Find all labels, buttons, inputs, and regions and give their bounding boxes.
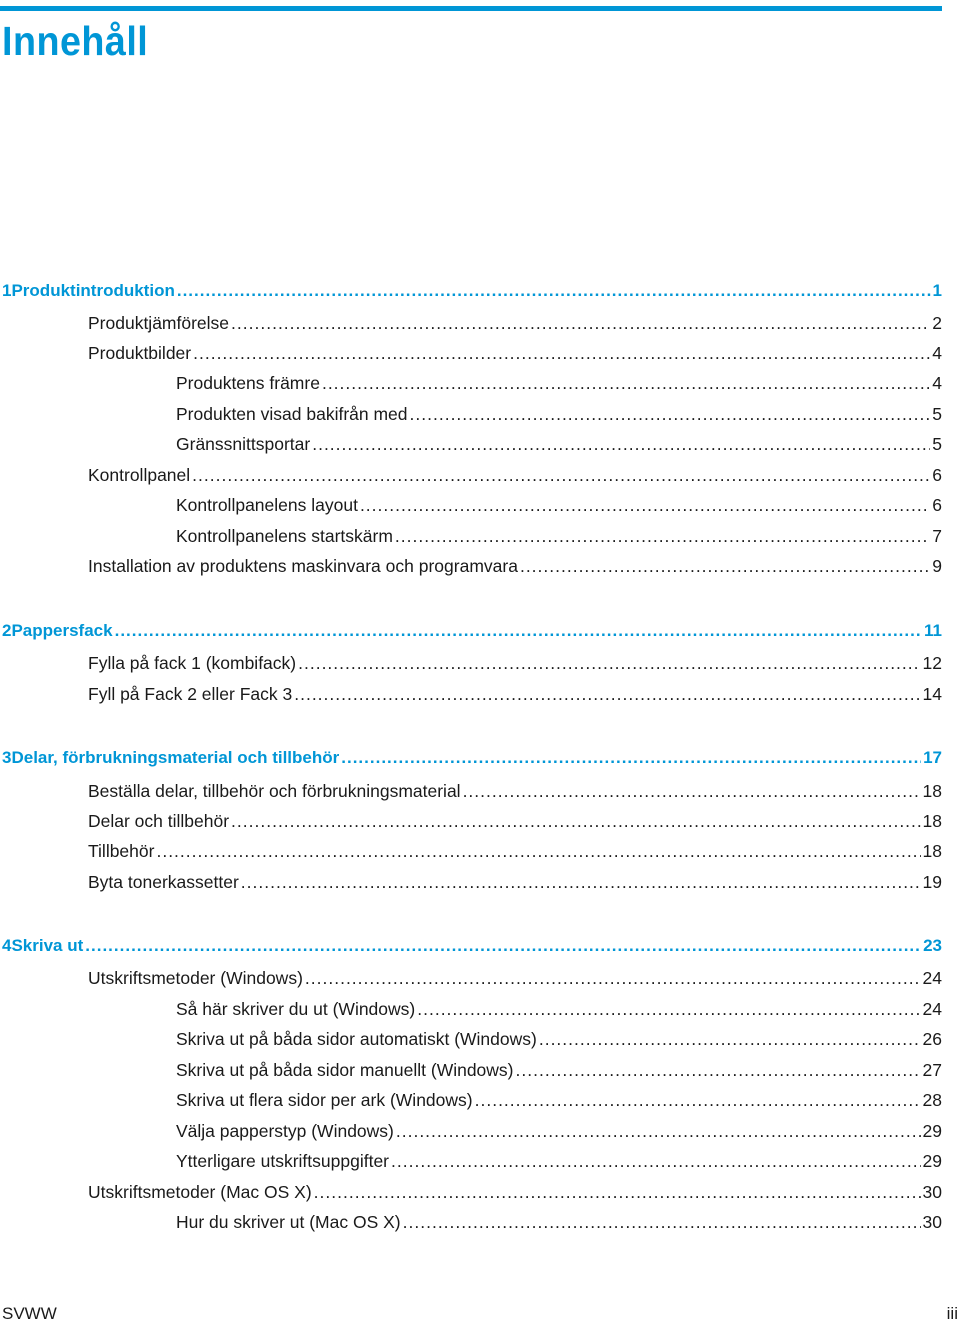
toc-dot-leader xyxy=(177,281,931,301)
toc-dot-leader xyxy=(360,495,930,516)
toc-chapter-number: 1 xyxy=(2,281,12,300)
toc-page-number: 5 xyxy=(932,434,942,454)
toc-entry-label: Skriva ut flera sidor per ark (Windows) xyxy=(176,1090,473,1110)
toc-page-number: 29 xyxy=(922,1151,942,1171)
toc-dot-leader xyxy=(395,526,930,547)
toc-entry[interactable] xyxy=(176,1212,942,1236)
toc-entry-label: Pappersfack xyxy=(11,621,113,640)
toc-page-number: 6 xyxy=(932,495,942,515)
toc-entry[interactable] xyxy=(88,968,942,992)
page-title: Innehåll xyxy=(2,18,149,64)
toc-entry-label: Skriva ut på båda sidor manuellt (Windows) xyxy=(176,1060,514,1080)
toc-entry-label: Byta tonerkassetter xyxy=(88,872,239,892)
toc-dot-leader xyxy=(516,1060,921,1081)
toc-dot-leader xyxy=(403,1212,921,1233)
toc-entry[interactable] xyxy=(88,653,942,677)
footer-doc-code: SVWW xyxy=(2,1304,57,1323)
toc-entry[interactable] xyxy=(176,1121,942,1145)
toc-entry[interactable] xyxy=(88,872,942,896)
toc-page-number: 28 xyxy=(922,1090,942,1110)
toc-entry[interactable] xyxy=(176,373,942,397)
toc-entry[interactable] xyxy=(176,1151,942,1175)
toc-dot-leader xyxy=(410,404,931,425)
toc-chapter-number: 4 xyxy=(2,936,12,955)
toc-page-number: 18 xyxy=(922,841,942,861)
toc-dot-leader xyxy=(241,872,921,893)
toc-entry-label: Beställa delar, tillbehör och förbrukningsmaterial xyxy=(88,781,461,801)
toc-page-number: 24 xyxy=(922,999,942,1019)
top-rule xyxy=(0,6,942,11)
toc-entry[interactable] xyxy=(88,841,942,865)
toc-entry-label: Delar, förbrukningsmaterial och tillbehör xyxy=(11,748,340,767)
toc-dot-leader xyxy=(115,621,922,641)
toc-page-number: 19 xyxy=(922,872,942,892)
toc-dot-leader xyxy=(231,811,920,832)
toc-entry-label: Ytterligare utskriftsuppgifter xyxy=(176,1151,390,1171)
toc-entry[interactable] xyxy=(176,434,942,458)
toc-page-number: 30 xyxy=(922,1212,942,1232)
toc-entry-label: Kontrollpanel xyxy=(88,465,191,485)
toc-dot-leader xyxy=(294,684,920,705)
toc-page-number: 4 xyxy=(932,373,942,393)
toc-entry-label: Produktbilder xyxy=(88,343,192,363)
toc-entry-label: Välja papperstyp (Windows) xyxy=(176,1121,394,1141)
toc-dot-leader xyxy=(539,1029,921,1050)
toc-entry[interactable] xyxy=(176,1090,942,1114)
toc-entry-label: Utskriftsmetoder (Windows) xyxy=(88,968,303,988)
toc-page-number: 1 xyxy=(932,281,942,300)
toc-page-number: 11 xyxy=(924,621,942,640)
toc-page-number: 5 xyxy=(932,404,942,424)
toc-entry-label: Installation av produktens maskinvara och programvara xyxy=(88,556,518,576)
toc-page-number: 9 xyxy=(932,556,942,576)
toc-entry-label: Utskriftsmetoder (Mac OS X) xyxy=(88,1182,312,1202)
toc-entry[interactable] xyxy=(176,404,942,428)
toc-chapter-number: 2 xyxy=(2,621,12,640)
toc-chapter-entry[interactable] xyxy=(2,281,942,305)
toc-page-number: 27 xyxy=(922,1060,942,1080)
toc-dot-leader xyxy=(314,1182,921,1203)
toc-page-number: 24 xyxy=(922,968,942,988)
toc-page-number: 7 xyxy=(932,526,942,546)
toc-chapter-entry[interactable] xyxy=(2,748,942,772)
toc-page-number: 18 xyxy=(922,781,942,801)
toc-entry-label: Fylla på fack 1 (kombifack) xyxy=(88,653,297,673)
toc-dot-leader xyxy=(85,936,921,956)
toc-entry[interactable] xyxy=(176,495,942,519)
toc-entry[interactable] xyxy=(176,1060,942,1084)
toc-entry-label: Kontrollpanelens startskärm xyxy=(176,526,393,546)
toc-chapter-number: 3 xyxy=(2,748,12,767)
toc-entry[interactable] xyxy=(88,465,942,489)
toc-page-number: 29 xyxy=(922,1121,942,1141)
toc-dot-leader xyxy=(520,556,930,577)
toc-entry[interactable] xyxy=(176,526,942,550)
toc-entry-label: Produktintroduktion xyxy=(11,281,175,300)
footer-page-number: iii xyxy=(946,1304,958,1323)
toc-dot-leader xyxy=(322,373,930,394)
toc-page-number: 17 xyxy=(923,748,942,767)
toc-chapter-entry[interactable] xyxy=(2,621,942,645)
toc-page-number: 14 xyxy=(922,684,942,704)
toc-entry-label: Gränssnittsportar xyxy=(176,434,311,454)
toc-page-number: 30 xyxy=(922,1182,942,1202)
toc-page-number: 4 xyxy=(932,343,942,363)
toc-dot-leader xyxy=(298,653,920,674)
toc-chapter-entry[interactable] xyxy=(2,936,942,960)
toc-entry-label: Skriva ut på båda sidor automatiskt (Windows) xyxy=(176,1029,537,1049)
toc-entry-label: Fyll på Fack 2 eller Fack 3 xyxy=(88,684,293,704)
toc-entry[interactable] xyxy=(88,811,942,835)
toc-entry-label: Delar och tillbehör xyxy=(88,811,230,831)
toc-page-number: 12 xyxy=(922,653,942,673)
toc-entry[interactable] xyxy=(88,684,942,708)
toc-entry[interactable] xyxy=(88,343,942,367)
toc-dot-leader xyxy=(305,968,921,989)
toc-entry-label: Så här skriver du ut (Windows) xyxy=(176,999,416,1019)
toc-page-number: 18 xyxy=(922,811,942,831)
toc-dot-leader xyxy=(341,748,921,768)
toc-dot-leader xyxy=(391,1151,921,1172)
toc-dot-leader xyxy=(463,781,921,802)
toc-entry-label: Produktjämförelse xyxy=(88,313,230,333)
toc-entry[interactable] xyxy=(88,781,942,805)
toc-page-number: 2 xyxy=(932,313,942,333)
toc-dot-leader xyxy=(417,999,920,1020)
toc-dot-leader xyxy=(231,313,930,334)
toc-page-number: 26 xyxy=(922,1029,942,1049)
toc-page-number: 6 xyxy=(932,465,942,485)
toc-entry[interactable] xyxy=(88,556,942,580)
toc-entry-label: Tillbehör xyxy=(88,841,155,861)
toc-entry[interactable] xyxy=(176,999,942,1023)
toc-entry-label: Kontrollpanelens layout xyxy=(176,495,358,515)
toc-dot-leader xyxy=(312,434,930,455)
toc-entry-label: Hur du skriver ut (Mac OS X) xyxy=(176,1212,401,1232)
toc-dot-leader xyxy=(193,343,930,364)
toc-entry[interactable] xyxy=(88,1182,942,1206)
toc-entry-label: Skriva ut xyxy=(11,936,84,955)
toc-entry[interactable] xyxy=(88,313,942,337)
toc-dot-leader xyxy=(156,841,920,862)
toc-entry[interactable] xyxy=(176,1029,942,1053)
toc-dot-leader xyxy=(475,1090,921,1111)
toc-dot-leader xyxy=(192,465,930,486)
toc-entry-label: Produktens främre xyxy=(176,373,320,393)
toc-entry-label: Produkten visad bakifrån med xyxy=(176,404,408,424)
toc-dot-leader xyxy=(396,1121,921,1142)
toc-page-number: 23 xyxy=(923,936,942,955)
